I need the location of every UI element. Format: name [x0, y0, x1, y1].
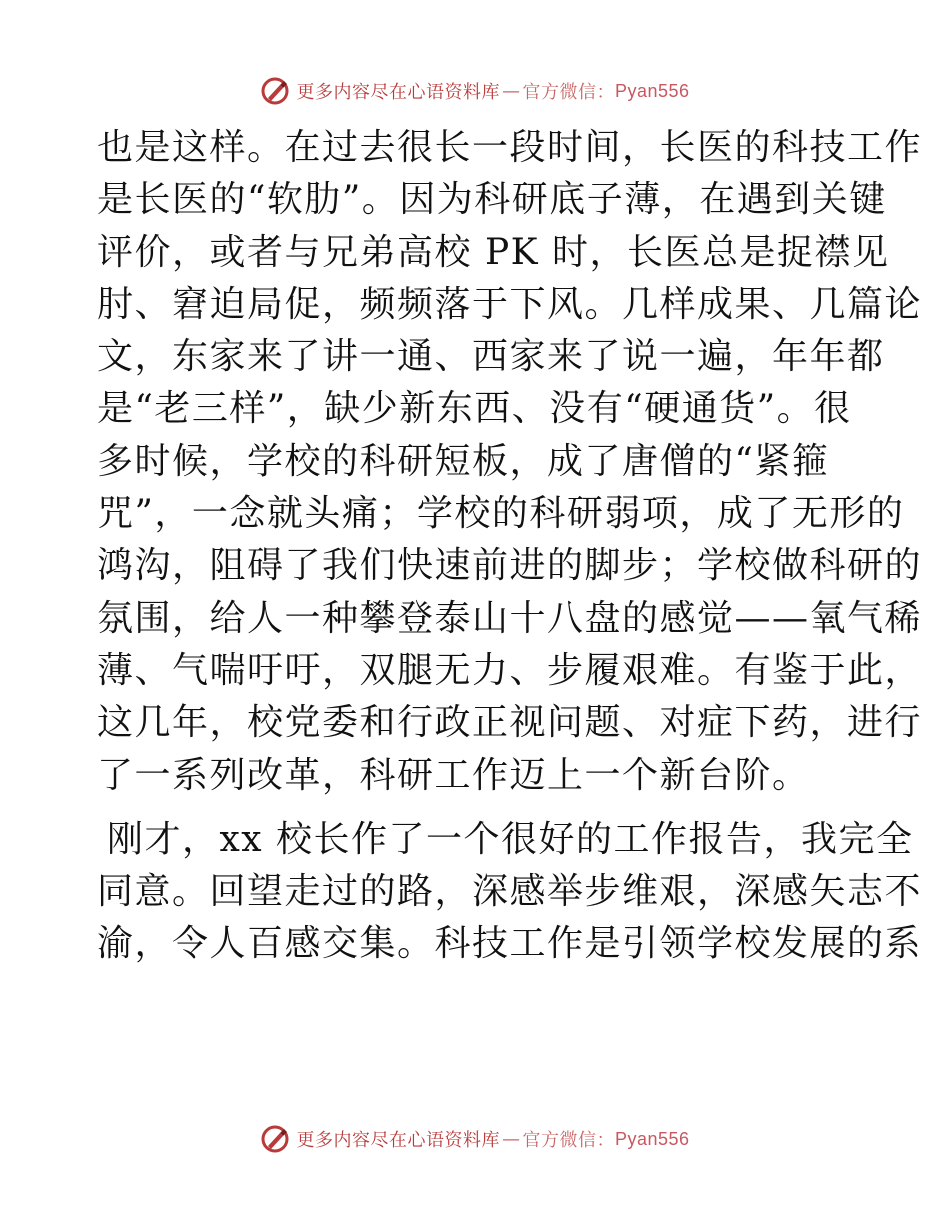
- body-line: 咒”，一念就头痛；学校的科研弱项，成了无形的: [97, 493, 905, 535]
- header-banner-wechat-id: Pyan556: [614, 80, 690, 101]
- header-watermark-banner: [0, 74, 950, 108]
- body-line: 渝，令人百感交集。科技工作是引领学校发展的系: [97, 923, 923, 965]
- body-line: 是“老三样”，缺少新东西、没有“硬通货”。很: [97, 388, 852, 430]
- body-line: 文，东家来了讲一通、西家来了说一遍，年年都: [97, 336, 885, 378]
- footer-banner-wechat-label: 官方微信：: [522, 1130, 615, 1151]
- footer-banner-separator: —: [501, 1128, 521, 1150]
- header-banner-wechat-label: 官方微信：: [522, 82, 615, 103]
- body-line: 薄、气喘吁吁，双腿无力、步履艰难。有鉴于此，: [97, 649, 923, 691]
- footer-banner-text: 更多内容尽在心语资料库: [296, 1130, 500, 1151]
- body-line: 肘、窘迫局促，频频落于下风。几样成果、几篇论: [97, 283, 923, 325]
- header-banner-separator: —: [501, 80, 521, 102]
- body-line: 氛围，给人一种攀登泰山十八盘的感觉——氧气稀: [97, 597, 923, 639]
- footer-banner-wechat-id: Pyan556: [614, 1128, 690, 1149]
- body-line: 刚才，xx 校长作了一个很好的工作报告，我完全: [107, 818, 914, 860]
- body-line: 是长医的“软肋”。因为科研底子薄，在遇到关键: [97, 179, 887, 221]
- header-banner-text: 更多内容尽在心语资料库: [296, 82, 500, 103]
- body-line: 同意。回望走过的路，深感举步维艰，深感矢志不: [97, 870, 923, 912]
- body-line: 多时候，学校的科研短板，成了唐僧的“紧箍: [97, 440, 830, 482]
- pen-logo-icon: [260, 1124, 290, 1154]
- body-line: 也是这样。在过去很长一段时间，长医的科技工作: [97, 127, 923, 168]
- body-line: 鸿沟，阻碍了我们快速前进的脚步；学校做科研的: [97, 545, 923, 587]
- body-line: 评价，或者与兄弟高校 PK 时，长医总是捉襟见: [97, 231, 890, 273]
- body-line: 这几年，校党委和行政正视问题、对症下药，进行: [97, 702, 923, 744]
- document-body: [97, 124, 923, 972]
- pen-logo-icon: [260, 76, 290, 106]
- body-line: 了一系列改革，科研工作迈上一个新台阶。: [97, 754, 810, 796]
- footer-watermark-banner: [0, 1122, 950, 1156]
